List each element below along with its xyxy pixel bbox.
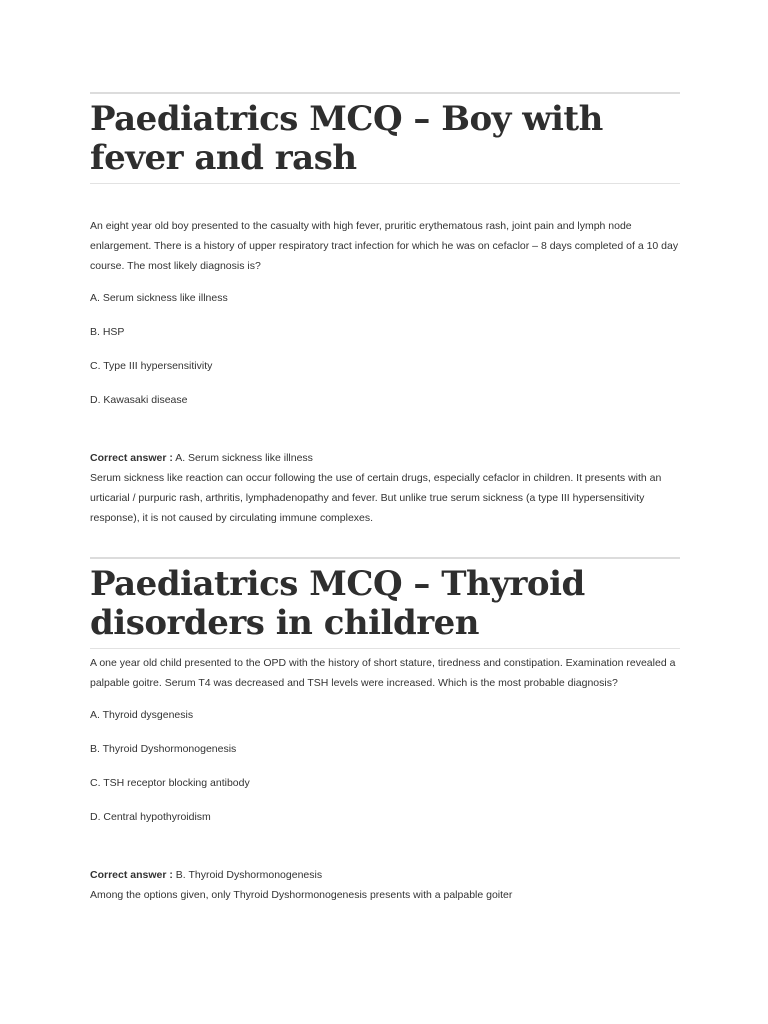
article-thyroid-disorders [90, 557, 680, 905]
title-bottom-divider [90, 648, 680, 649]
option-d: D. Kawasaki disease [90, 394, 188, 406]
correct-answer [90, 448, 680, 468]
correct-answer-label: Correct answer : [90, 869, 173, 881]
option-d: D. Central hypothyroidism [90, 811, 211, 823]
answer-explanation: Among the options given, only Thyroid Dyshormonogenesis presents with a palpable goiter [90, 889, 513, 901]
question-text: A one year old child presented to the OPD with the history of short stature, tiredness and constipation. Examination revealed a palpable goitre. Serum T4 was decreased and TSH levels were increased. Which is the most probable diagnosis? [90, 657, 676, 689]
question-text: An eight year old boy presented to the casualty with high fever, pruritic erythematous rash, joint pain and lymph node enlargement. There is a history of upper respiratory tract infection for which he was on cefaclor – 8 days completed of a 10 day course. The most likely diagnosis is? [90, 220, 679, 272]
option-a: A. Serum sickness like illness [90, 292, 228, 304]
option-a: A. Thyroid dysgenesis [90, 709, 194, 721]
article-boy-fever-rash [90, 92, 680, 528]
title-bottom-divider [90, 183, 680, 184]
correct-answer [90, 865, 680, 885]
correct-answer-label: Correct answer : [90, 452, 173, 464]
article-title: Paediatrics MCQ – Boy with fever and rash [90, 99, 603, 178]
option-c: C. Type III hypersensitivity [90, 360, 213, 372]
option-b: B. HSP [90, 326, 125, 338]
correct-answer-value: A. Serum sickness like illness [172, 452, 313, 464]
correct-answer-value: B. Thyroid Dyshormonogenesis [172, 869, 323, 881]
option-list [90, 705, 680, 827]
option-list [90, 288, 680, 410]
answer-explanation: Serum sickness like reaction can occur following the use of certain drugs, especially cefaclor in children. It presents with an urticarial / purpuric rash, arthritis, lymphadenopathy and fever. But unlike true serum sickness (a type III hypersensitivity response), it is not caused by circulating immune complexes. [90, 472, 662, 524]
option-c: C. TSH receptor blocking antibody [90, 777, 250, 789]
option-b: B. Thyroid Dyshormonogenesis [90, 743, 237, 755]
article-title: Paediatrics MCQ – Thyroid disorders in children [90, 564, 585, 643]
